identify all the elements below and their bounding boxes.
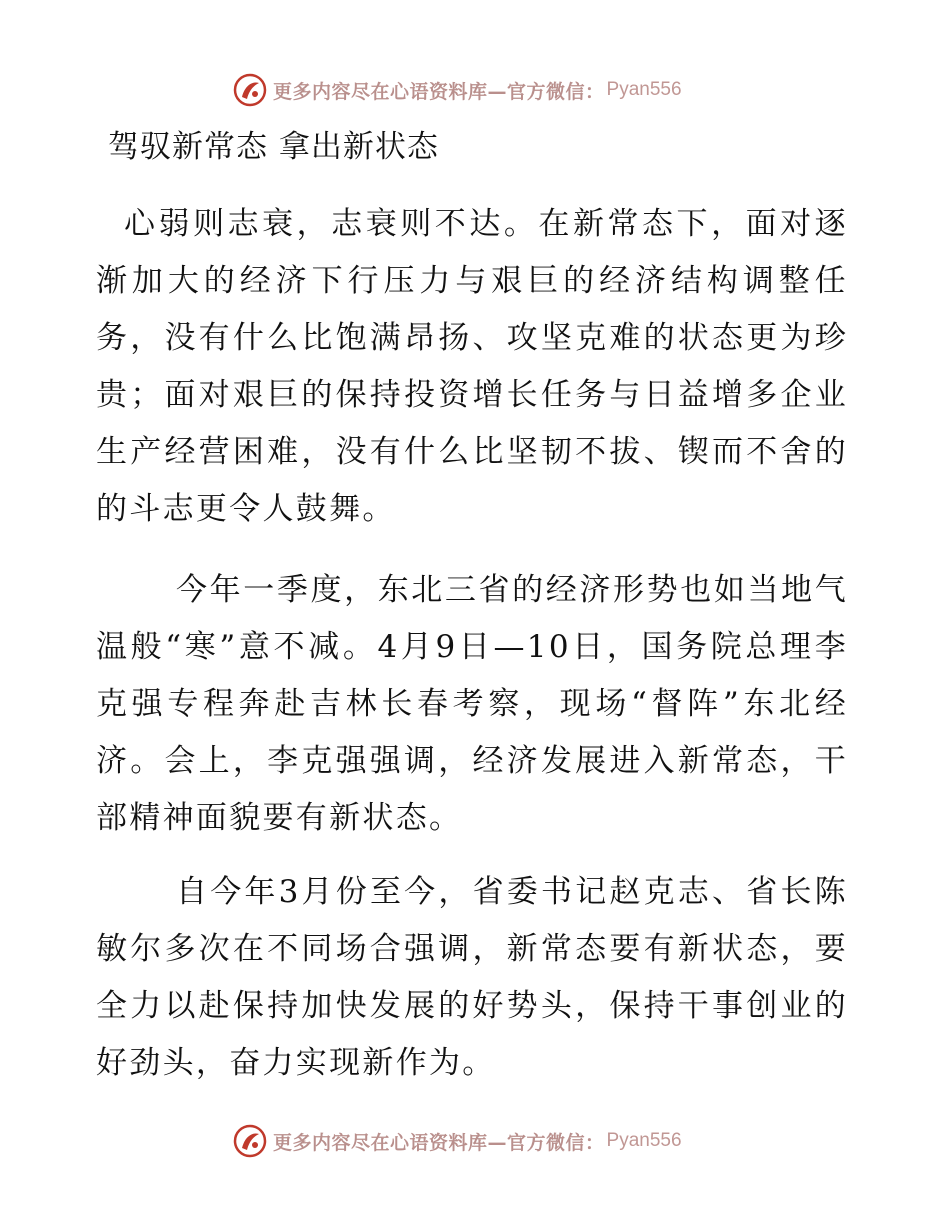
paragraph-3: 自今年3月份至今，省委书记赵克志、省长陈敏尔多次在不同场合强调，新常态要有新状态，要全力以赴保持加快发展的好势头，保持干事创业的好劲头，奋力实现新作为。 [96, 874, 848, 1081]
paragraph-1: 心弱则志衰，志衰则不达。在新常态下，面对逐渐加大的经济下行压力与艰巨的经济结构调整任务，没有什么比饱满昂扬、攻坚克难的状态更为珍贵；面对艰巨的保持投资增长任务与日益增多企业生产经营困难，没有什么比坚韧不拔、锲而不舍的的斗志更令人鼓舞。 [96, 206, 848, 527]
document-title: 驾驭新常态 拿出新状态 [108, 129, 439, 165]
red-seal-logo-icon [233, 1124, 267, 1158]
wechat-id: Pyan556 [606, 79, 682, 100]
banner-text: 更多内容尽在心语资料库—官方微信： [273, 1131, 605, 1154]
footer-banner [233, 1123, 682, 1159]
red-seal-logo-icon [233, 73, 267, 107]
banner-text: 更多内容尽在心语资料库—官方微信： [273, 80, 605, 103]
header-banner [233, 72, 682, 108]
paragraph-2: 今年一季度，东北三省的经济形势也如当地气温般“寒”意不减。4月9日—10日，国务院总理李克强专程奔赴吉林长春考察，现场“督阵”东北经济。会上，李克强强调，经济发展进入新常态，干部精神面貌要有新状态。 [96, 572, 848, 836]
wechat-id: Pyan556 [606, 1130, 682, 1151]
